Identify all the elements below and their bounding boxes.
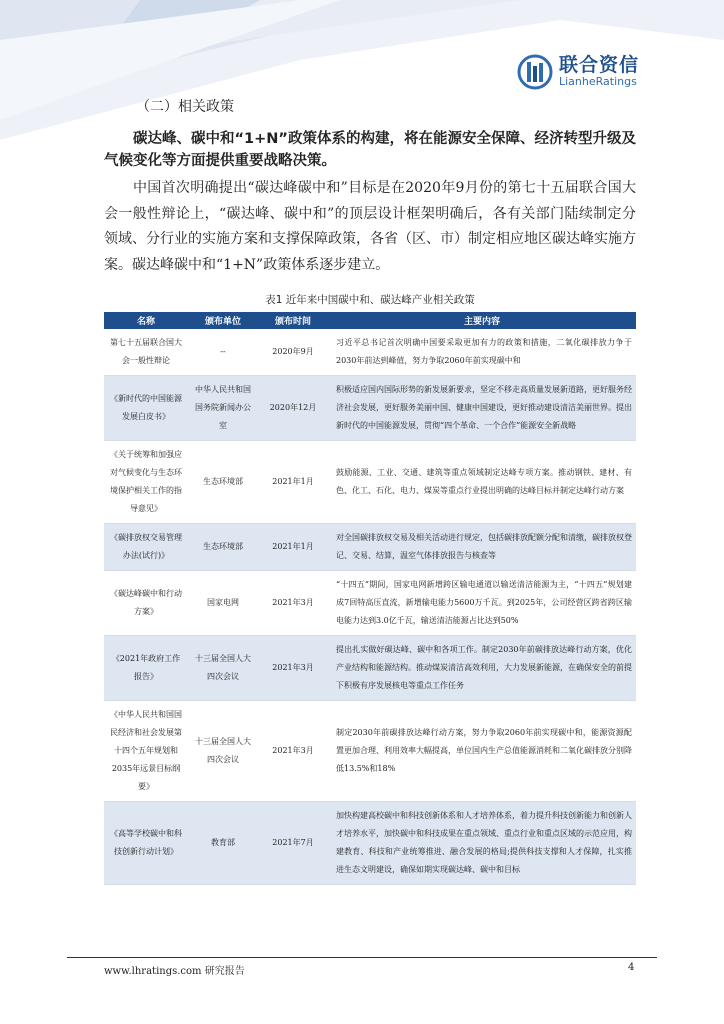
footer-divider <box>67 957 657 958</box>
header-date: 颁布时间 <box>258 312 328 329</box>
policy-content: 积极适应国内国际形势的新发展新要求，坚定不移走高质量发展新道路，更好服务经济社会发展，更好服务美丽中国、健康中国建设，更好推动建设清洁美丽世界。提出新时代的中国能源发展，贯彻“四个革命、一个合作”能源安全新战略 <box>328 376 636 441</box>
policy-content: 鼓励能源、工业、交通、建筑等重点领域制定达峰专项方案。推动钢铁、建材、有色、化工、石化、电力、煤炭等重点行业提出明确的达峰目标并制定达峰行动方案 <box>328 441 636 524</box>
footer-site-label: www.lhratings.com 研究报告 <box>104 966 245 977</box>
policy-issuer: 教育部 <box>188 802 258 885</box>
page-content <box>104 96 636 885</box>
policy-name: 《碳排放权交易管理办法(试行)》 <box>104 524 188 571</box>
policy-date: 2020年9月 <box>258 329 328 376</box>
policy-date: 2021年1月 <box>258 441 328 524</box>
policy-content: “十四五”期间，国家电网新增跨区输电通道以输送清洁能源为主，“十四五”规划建成7回特高压直流，新增输电能力5600万千瓦。到2025年，公司经营区跨省跨区输电能力达到3.0亿千瓦，输送清洁能源占比达到50% <box>328 571 636 636</box>
table-row <box>104 329 636 376</box>
table-header-row <box>104 312 636 329</box>
policy-content: 提出扎实做好碳达峰、碳中和各项工作。制定2030年前碳排放达峰行动方案，优化产业结构和能源结构。推动煤炭清洁高效利用，大力发展新能源，在确保安全的前提下积极有序发展核电等重点工作任务 <box>328 636 636 701</box>
section-heading: （二）相关政策 <box>136 99 234 115</box>
policy-issuer: 国家电网 <box>188 571 258 636</box>
policy-name: 第七十五届联合国大会一般性辩论 <box>104 329 188 376</box>
policy-content: 习近平总书记首次明确中国要采取更加有力的政策和措施，二氧化碳排放力争于2030年前达到峰值，努力争取2060年前实现碳中和 <box>328 329 636 376</box>
header-content: 主要内容 <box>328 312 636 329</box>
table-row <box>104 376 636 441</box>
lead-paragraph: 碳达峰、碳中和“1+N”政策体系的构建，将在能源安全保障、经济转型升级及气候变化等方面提供重要战略决策。 <box>104 131 636 169</box>
policy-issuer: 十三届全国人大四次会议 <box>188 636 258 701</box>
policy-content: 制定2030年前碳排放达峰行动方案，努力争取2060年前实现碳中和，能源资源配置更加合理、利用效率大幅提高，单位国内生产总值能源消耗和二氧化碳排放分别降低13.5%和18% <box>328 701 636 802</box>
table-row <box>104 802 636 885</box>
policy-name: 《关于统筹和加强应对气候变化与生态环境保护相关工作的指导意见》 <box>104 441 188 524</box>
policy-table <box>104 312 636 885</box>
table-caption: 表1 近年来中国碳中和、碳达峰产业相关政策 <box>265 294 475 306</box>
policy-name: 《碳达峰碳中和行动方案》 <box>104 571 188 636</box>
policy-date: 2021年7月 <box>258 802 328 885</box>
policy-content: 对全国碳排放权交易及相关活动进行规定，包括碳排放配额分配和清缴，碳排放权登记、交易、结算，温室气体排放报告与核查等 <box>328 524 636 571</box>
policy-issuer: 生态环境部 <box>188 524 258 571</box>
table-row <box>104 701 636 802</box>
policy-issuer: 中华人民共和国国务院新闻办公室 <box>188 376 258 441</box>
header-issuer: 颁布单位 <box>188 312 258 329</box>
brand-logo <box>517 54 639 90</box>
lianhe-logo-icon <box>517 54 553 90</box>
policy-name: 《新时代的中国能源发展白皮书》 <box>104 376 188 441</box>
policy-date: 2021年1月 <box>258 524 328 571</box>
table-row <box>104 441 636 524</box>
table-row <box>104 524 636 571</box>
policy-issuer: -- <box>188 329 258 376</box>
policy-date: 2021年3月 <box>258 701 328 802</box>
policy-date: 2020年12月 <box>258 376 328 441</box>
body-paragraph: 中国首次明确提出“碳达峰碳中和”目标是在2020年9月份的第七十五届联合国大会一般性辩论上，“碳达峰、碳中和”的顶层设计框架明确后，各有关部门陆续制定分领域、分行业的实施方案和支撑保障政策，各省（区、市）制定相应地区碳达峰实施方案。碳达峰碳中和“1+N”政策体系逐步建立。 <box>104 180 636 273</box>
brand-name-cn: 联合资信 <box>559 54 640 76</box>
policy-date: 2021年3月 <box>258 571 328 636</box>
policy-content: 加快构建高校碳中和科技创新体系和人才培养体系，着力提升科技创新能力和创新人才培养水平，加快碳中和科技成果在重点领域、重点行业和重点区域的示范应用，构建教育、科技和产业统筹推进、融合发展的格局;提供科技支撑和人才保障，扎实推进生态文明建设，确保如期实现碳达峰、碳中和目标 <box>328 802 636 885</box>
policy-issuer: 十三届全国人大四次会议 <box>188 701 258 802</box>
header-name: 名称 <box>104 312 188 329</box>
policy-name: 《高等学校碳中和科技创新行动计划》 <box>104 802 188 885</box>
policy-name: 《2021年政府工作报告》 <box>104 636 188 701</box>
page-number: 4 <box>628 962 635 973</box>
policy-date: 2021年3月 <box>258 636 328 701</box>
table-row <box>104 571 636 636</box>
brand-name-en: LianheRatings <box>559 75 637 88</box>
policy-issuer: 生态环境部 <box>188 441 258 524</box>
policy-name: 《中华人民共和国国民经济和社会发展第十四个五年规划和2035年远景目标纲要》 <box>104 701 188 802</box>
table-row <box>104 636 636 701</box>
